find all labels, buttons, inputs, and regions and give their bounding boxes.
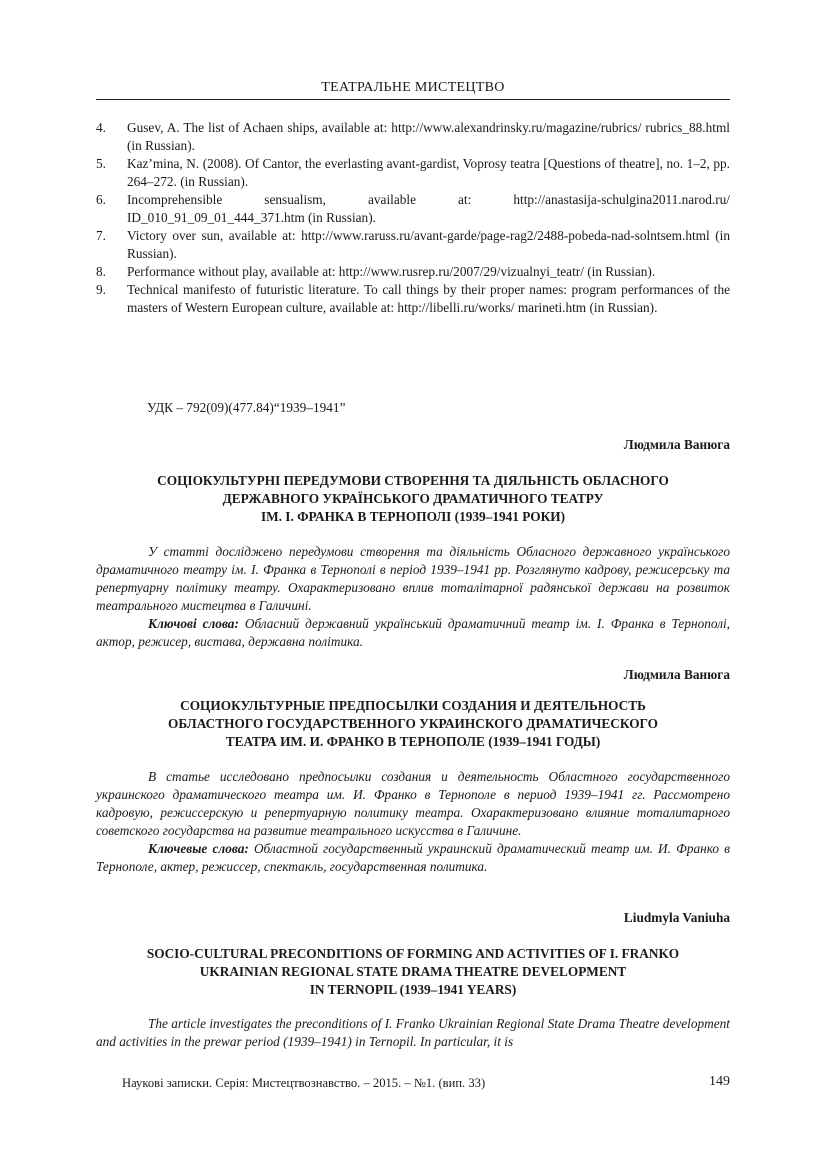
reference-item (96, 155, 730, 191)
keywords-text: Областной государственный украинский драматический театр им. И. Франко в Тернополе, актер, режиссер, спектакль, государственная политика. (96, 841, 730, 874)
author-name-russian: Людмила Ванюга (623, 667, 730, 682)
reference-text: Incomprehensible sensualism, available at: http://anastasija-schulgina2011.narod.ru/ ID_010_91_09_01_444_371.htm (in Russian). (127, 192, 730, 225)
article-title-ukrainian (96, 472, 730, 526)
article-title-english (96, 945, 730, 999)
reference-number: 7. (96, 228, 106, 243)
keywords-paragraph (96, 840, 730, 876)
keywords-label: Ключові слова: (148, 616, 239, 631)
abstract-ukrainian (96, 543, 730, 651)
abstract-text: У статті досліджено передумови створення та діяльність Обласного державного українського драматичного театру ім. І. Франка в Тернополі в період 1939–1941 рр. Розглянуто кадрову, режисерську та репертуарну політику театру. Охарактеризовано вплив тоталітарної радянської держави на розвиток театрального мистецтва в Галичині. (96, 544, 730, 613)
reference-number: 4. (96, 120, 106, 135)
reference-item (96, 281, 730, 317)
reference-text: Performance without play, available at: http://www.rusrep.ru/2007/29/vizualnyi_teatr/ (in Russian). (127, 264, 656, 279)
reference-text: Gusev, A. The list of Achaen ships, available at: http://www.alexandrinsky.ru/magazine/rubrics/ rubrics_88.html (in Russian). (127, 120, 730, 153)
reference-item (96, 227, 730, 263)
author-name-english: Liudmyla Vaniuha (623, 910, 730, 925)
article-title-russian (96, 697, 730, 751)
reference-number: 9. (96, 282, 106, 297)
header-rule (96, 99, 730, 100)
keywords-text: Обласний державний український драматичний театр ім. І. Франка в Тернополі, актор, режисер, вистава, державна політика. (96, 616, 731, 649)
reference-number: 5. (96, 156, 106, 171)
reference-number: 8. (96, 264, 106, 279)
keywords-label: Ключевые слова: (148, 841, 249, 856)
title-line: SOCIO-CULTURAL PRECONDITIONS OF FORMING AND ACTIVITIES OF I. FRANKO (146, 946, 680, 961)
abstract-text: В статье исследовано предпосылки создания и деятельность Областного государственного украинского драматического театра им. И. Франко в Тернополе в период 1939–1941 гг. Рассмотрено кадровую, режиссерскую и репертуарную политику театра. Охарактеризовано влияние тоталитарного советского государства на развитие театрального искусства в Галичине. (96, 769, 730, 838)
title-line: ІМ. І. ФРАНКА В ТЕРНОПОЛІ (1939–1941 РОКИ) (260, 509, 566, 524)
title-line: ТЕАТРА ИМ. И. ФРАНКО В ТЕРНОПОЛЕ (1939–1941 ГОДЫ) (225, 734, 601, 749)
abstract-russian (96, 768, 730, 876)
title-line: ОБЛАСТНОГО ГОСУДАРСТВЕННОГО УКРАИНСКОГО ДРАМАТИЧЕСКОГО (167, 716, 659, 731)
reference-list (96, 119, 730, 317)
reference-text: Kaz’mina, N. (2008). Of Cantor, the everlasting avant-gardist, Voprosy teatra [Questions of theatre], no. 1–2, pp. 264–272. (in Russian). (127, 156, 730, 189)
reference-item (96, 263, 730, 281)
reference-text: Technical manifesto of futuristic literature. To call things by their proper names: program performances of the masters of Western European culture, available at: http://libelli.ru/works/ marineti.htm (in Russian). (127, 282, 730, 315)
running-header: ТЕАТРАЛЬНЕ МИСТЕЦТВО (321, 80, 505, 95)
title-line: СОЦИОКУЛЬТУРНЫЕ ПРЕДПОСЫЛКИ СОЗДАНИЯ И ДЕЯТЕЛЬНОСТЬ (180, 698, 646, 713)
reference-text: Victory over sun, available at: http://www.raruss.ru/avant-garde/page-rag2/2488-pobeda-nad-solntsem.html (in Russian). (127, 228, 730, 261)
page-number: 149 (709, 1074, 730, 1089)
author-name-ukrainian: Людмила Ванюга (623, 437, 730, 452)
title-line: UKRAINIAN REGIONAL STATE DRAMA THEATRE DEVELOPMENT (199, 964, 627, 979)
title-line: СОЦІОКУЛЬТУРНІ ПЕРЕДУМОВИ СТВОРЕННЯ ТА ДІЯЛЬНІСТЬ ОБЛАСНОГО (157, 473, 669, 488)
title-line: IN TERNOPIL (1939–1941 YEARS) (309, 982, 517, 997)
reference-item (96, 191, 730, 227)
reference-item (96, 119, 730, 155)
udk-code: УДК – 792(09)(477.84)“1939–1941” (147, 400, 346, 415)
reference-number: 6. (96, 192, 106, 207)
abstract-english (96, 1015, 730, 1051)
title-line: ДЕРЖАВНОГО УКРАЇНСЬКОГО ДРАМАТИЧНОГО ТЕАТРУ (222, 491, 604, 506)
keywords-paragraph (96, 615, 730, 651)
abstract-text: The article investigates the preconditions of I. Franko Ukrainian Regional State Drama Theatre development and activities in the prewar period (1939–1941) in Ternopil. In particular, it is (96, 1016, 730, 1049)
journal-footer: Наукові записки. Серія: Мистецтвознавство. – 2015. – №1. (вип. 33) (122, 1076, 486, 1090)
